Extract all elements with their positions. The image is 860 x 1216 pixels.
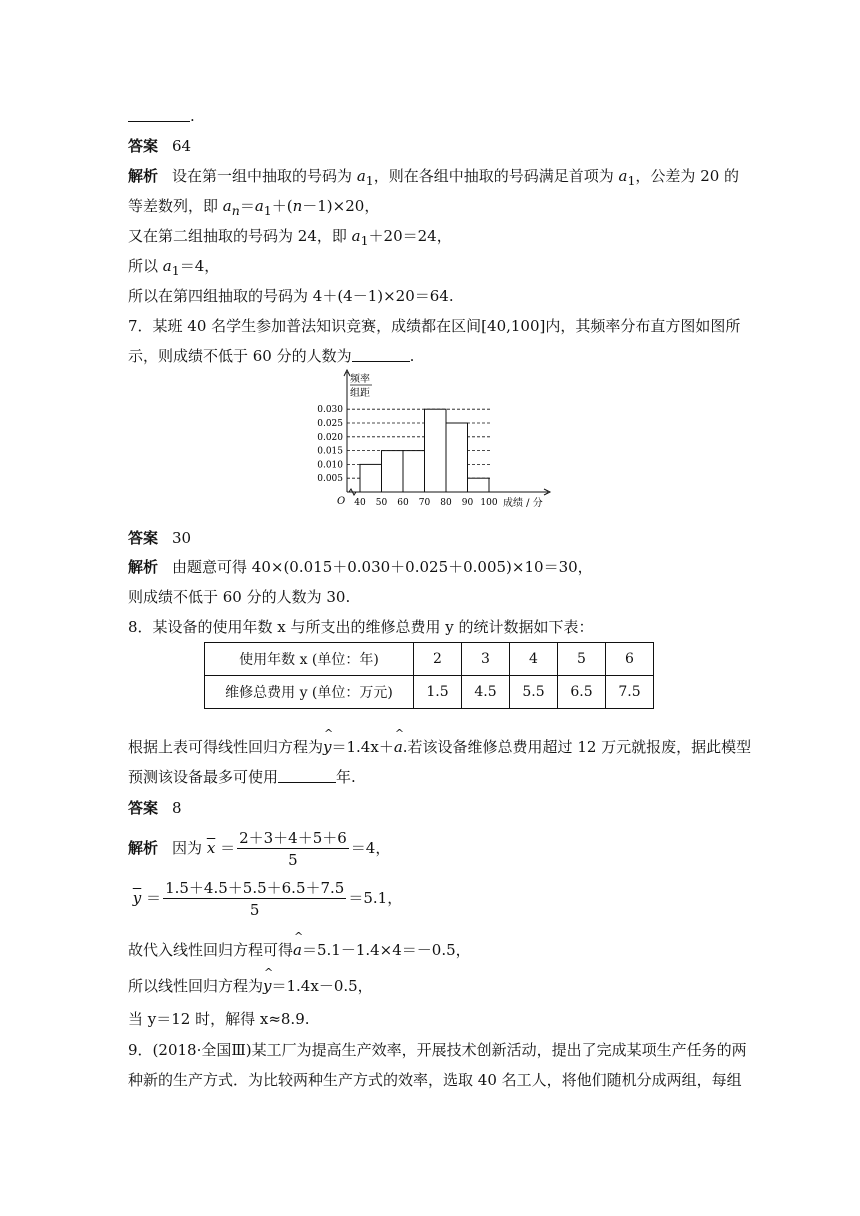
origin-label: O: [337, 496, 346, 507]
y-tick-label: 0.005: [317, 474, 343, 485]
histogram-bar: [382, 451, 404, 492]
q8-analysis-line-3: 故代入线性回归方程可得^ a＝5.1－1.4×4＝－0.5，: [128, 940, 471, 960]
histogram-bar: [360, 464, 382, 492]
q6-analysis-line-2: 等差数列，即 $a_n=a_1+(n-1)\times 20$，: [128, 197, 380, 218]
q6-analysis-line-5: 所以在第四组抽取的号码为 4＋(4－1)×20＝64.: [128, 287, 454, 305]
analysis-label: 解析: [128, 839, 159, 857]
q8-analysis-line-2: $\overline{y}$ ＝ $\frac{1.5+4.5+5.5+6.5+7.5}{5}$ ＝5.1，: [132, 878, 403, 919]
q7-analysis-line-1: 解析 由题意可得 40×(0.015＋0.030＋0.025＋0.005)×10＝30，: [128, 558, 593, 576]
q8-answer: [128, 798, 182, 818]
analysis-label: 解析: [128, 167, 159, 185]
fraction-mean-y: $\frac{1.5+4.5+5.5+6.5+7.5}{5}$: [165, 878, 345, 919]
answer-blank: [352, 347, 410, 362]
histogram-bar: [403, 451, 425, 492]
table-row-head: 维修总费用 y (单位：万元): [205, 676, 414, 709]
answer-blank: [128, 107, 190, 122]
q7-analysis-line-2: 则成绩不低于 60 分的人数为 30.: [128, 588, 351, 606]
table-cell: 6.5: [558, 676, 606, 709]
x-tick-label: 50: [375, 498, 388, 508]
q8-stem: 8．某设备的使用年数 x 与所支出的维修总费用 y 的统计数据如下表：: [128, 618, 594, 636]
q6-answer: [128, 136, 191, 156]
table-cell: 6: [606, 643, 654, 676]
q7-stem-line-2: 示，则成绩不低于 60 分的人数为 .: [128, 347, 415, 365]
answer-value: 64: [172, 137, 192, 155]
table-cell: 4.5: [462, 676, 510, 709]
table-row-head: 使用年数 x (单位：年): [205, 643, 414, 676]
fraction-mean-x: $\frac{2+3+4+5+6}{5}$: [239, 828, 347, 869]
histogram-bar: [425, 409, 447, 492]
q9-stem-line-2: 种新的生产方式．为比较两种生产方式的效率，选取 40 名工人，将他们随机分成两组，每组: [128, 1071, 742, 1089]
q9-stem-line-1: 9．(2018·全国Ⅲ)某工厂为提高生产效率，开展技术创新活动，提出了完成某项生产任务的两: [128, 1041, 747, 1059]
prev-answer-blank-line: .: [128, 106, 195, 126]
y-tick-label: 0.030: [317, 405, 343, 416]
q7-stem-line-1: 7．某班 40 名学生参加普法知识竞赛，成绩都在区间[40,100]内，其频率分布直方图如图所: [128, 317, 741, 335]
y-axis-label-bottom: 组距: [350, 388, 370, 399]
histogram-bar: [446, 423, 468, 492]
x-tick-label: 70: [418, 498, 431, 508]
q8-analysis-line-1: 解析 因为 $\overline{x}$ ＝ $\frac{2+3+4+5+6}{5}$ ＝4，: [128, 828, 391, 869]
q6-analysis-line-4: 所以 $a_1=4$，: [128, 257, 220, 278]
answer-label: 答案: [128, 529, 159, 547]
answer-label: 答案: [128, 799, 159, 817]
q8-paragraph-line-1: 根据上表可得线性回归方程为^ y＝1.4x＋^ a.若该设备维修总费用超过 12 万元就报废，据此模型: [128, 737, 751, 757]
q8-data-table: [204, 642, 654, 709]
answer-blank: [278, 768, 336, 783]
answer-label: 答案: [128, 137, 159, 155]
table-row: [205, 676, 654, 709]
table-cell: 5.5: [510, 676, 558, 709]
y-axis-label-top: 频率: [350, 374, 370, 385]
q6-analysis-line-1: 解析 设在第一组中抽取的号码为 $a_1$，则在各组中抽取的号码满足首项为 $a_1$，公差为 20 的: [128, 167, 740, 188]
y-tick-label: 0.015: [317, 446, 343, 457]
x-tick-label: 80: [440, 498, 452, 508]
table-cell: 5: [558, 643, 606, 676]
table-cell: 2: [414, 643, 462, 676]
answer-value: 8: [172, 799, 182, 817]
table-cell: 3: [462, 643, 510, 676]
q8-paragraph-line-2: 预测该设备最多可使用 年.: [128, 768, 356, 786]
analysis-label: 解析: [128, 558, 159, 576]
table-cell: 7.5: [606, 676, 654, 709]
table-cell: 1.5: [414, 676, 462, 709]
q8-analysis-line-4: 所以线性回归方程为^ y＝1.4x－0.5，: [128, 976, 373, 996]
x-axis-label: 成绩 / 分: [503, 498, 543, 509]
y-tick-label: 0.025: [317, 419, 343, 429]
x-tick-label: 40: [354, 498, 366, 508]
x-tick-label: 90: [461, 498, 474, 508]
q8-analysis-line-5: 当 y＝12 时，解得 x≈8.9.: [128, 1010, 310, 1028]
y-tick-label: 0.010: [317, 460, 343, 471]
x-tick-label: 100: [480, 498, 498, 508]
y-tick-label: 0.020: [317, 432, 343, 443]
frequency-histogram: [300, 366, 560, 516]
histogram-bar: [468, 478, 490, 492]
table-row: [205, 643, 654, 676]
x-tick-label: 60: [397, 498, 409, 508]
answer-value: 30: [172, 529, 192, 547]
q6-analysis-line-3: 又在第二组抽取的号码为 24，即 $a_1+20=24$，: [128, 227, 452, 248]
q7-answer: [128, 528, 191, 548]
table-cell: 4: [510, 643, 558, 676]
